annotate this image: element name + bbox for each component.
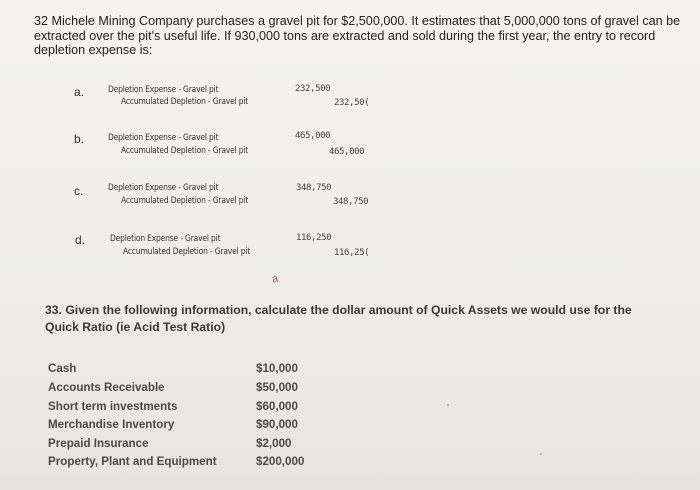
asset-label: Short term investments [48,400,178,413]
asset-value: $2,000 [256,437,292,450]
option-d-debit-account: Depletion Expense - Gravel pit [110,234,221,244]
option-b-debit-account: Depletion Expense - Gravel pit [108,133,219,143]
speck-mark [540,453,542,455]
asset-row-short-term-investments [48,400,318,418]
option-d-debit-amount: 116,250 [296,233,332,243]
asset-row-merchandise-inventory [48,418,318,436]
handwritten-mark: a [270,272,280,286]
asset-label: Accounts Receivable [48,381,165,394]
option-d-credit-account: Accumulated Depletion - Gravel pit [123,247,251,257]
option-b-credit-account: Accumulated Depletion - Gravel pit [121,146,249,156]
option-b-letter: b. [74,132,85,146]
asset-label: Cash [48,362,77,375]
option-c-debit-account: Depletion Expense - Gravel pit [108,183,219,193]
option-a-letter: a. [74,85,85,99]
asset-row-prepaid-insurance [48,437,318,455]
option-a-credit-account: Accumulated Depletion - Gravel pit [121,97,249,107]
question-32-text: 32 Michele Mining Company purchases a gravel pit for $2,500,000. It estimates that 5,000,000 tons of gravel can be extracted over the pit's useful life. If 930,000 tons are extracted and sold during the first year, the entry to record depletion expense is: [34,14,681,58]
asset-value: $10,000 [256,362,298,375]
asset-value: $90,000 [256,418,298,431]
option-b-credit-amount: 465,000 [329,147,365,157]
option-b-debit-amount: 465,000 [295,131,331,141]
option-c-letter: c. [74,184,84,198]
question-33-text: 33. Given the following information, calculate the dollar amount of Quick Assets we would use for the Quick Ratio (ie Acid Test Ratio) [45,303,632,334]
asset-label: Merchandise Inventory [48,418,175,431]
asset-value: $200,000 [256,455,305,468]
option-a-debit-amount: 232,500 [295,84,331,94]
option-d-letter: d. [75,233,86,247]
asset-row-accounts-receivable [48,381,318,399]
option-a-debit-account: Depletion Expense - Gravel pit [108,85,219,95]
asset-value: $60,000 [256,400,298,413]
option-c-credit-account: Accumulated Depletion - Gravel pit [121,196,249,206]
asset-row-property-plant-equipment [48,455,318,473]
speck-mark [447,404,449,406]
option-c-credit-amount: 348,750 [333,197,369,207]
option-d-credit-amount: 116,25( [334,248,370,258]
asset-label: Prepaid Insurance [48,437,149,450]
option-a-credit-amount: 232,50( [334,98,370,108]
asset-row-cash [48,362,318,380]
option-c-debit-amount: 348,750 [296,183,332,193]
asset-label: Property, Plant and Equipment [48,455,217,468]
asset-value: $50,000 [256,381,298,394]
